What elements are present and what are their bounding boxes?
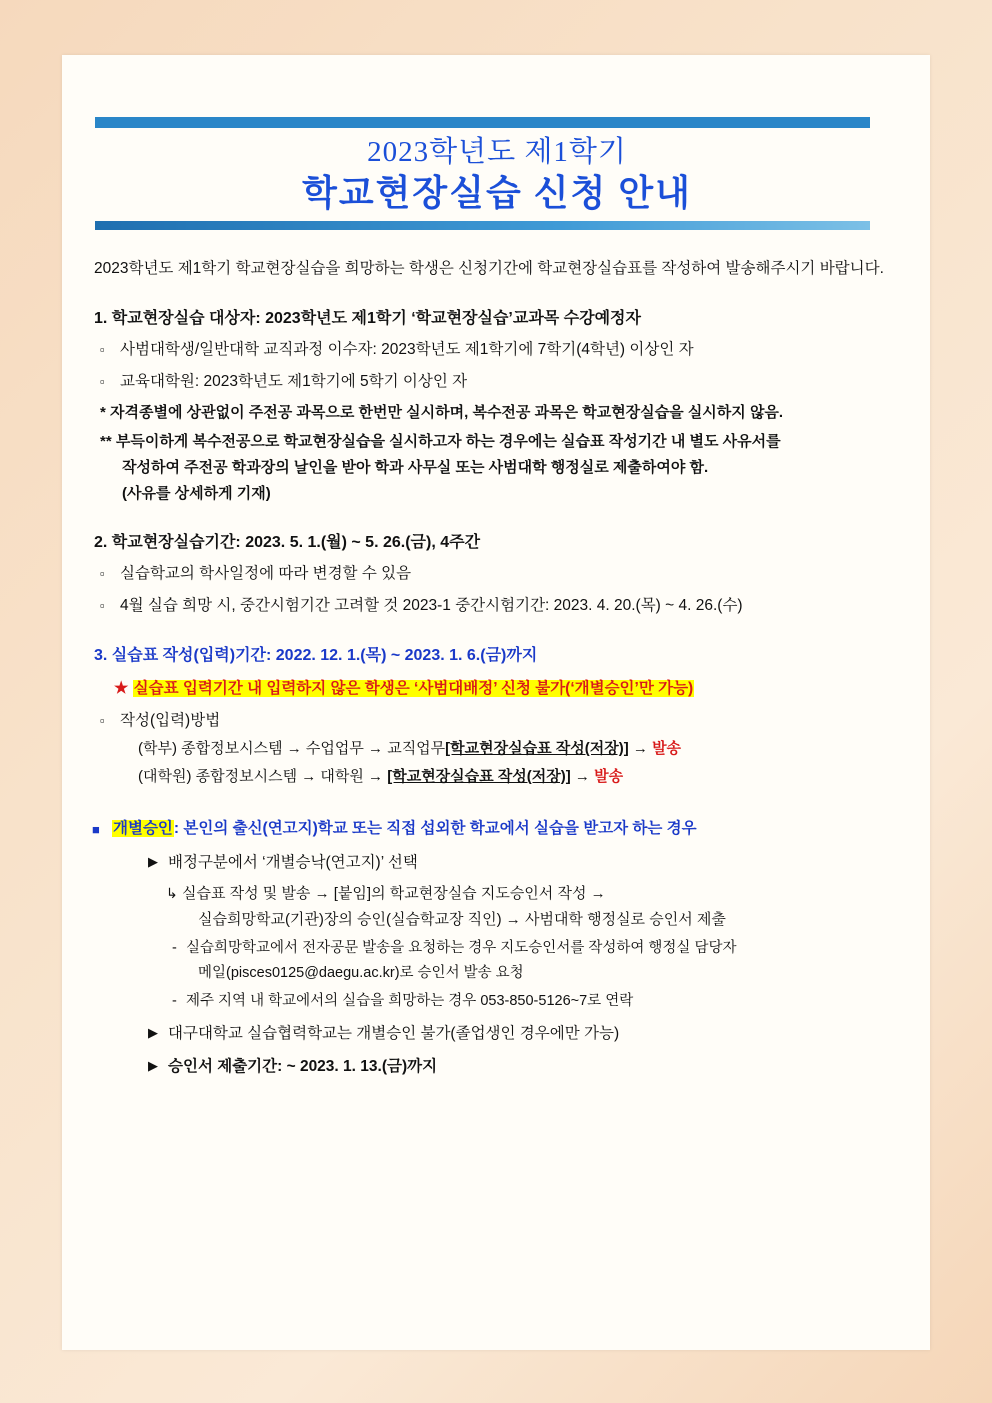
individual-note-2 [112, 989, 902, 1014]
square-bullet-icon: ▫ [100, 373, 105, 389]
section-3-method [92, 708, 902, 735]
individual-approval-heading-rest: : 본인의 출신(연고지)학교 또는 직접 섭외한 학교에서 실습을 받고자 하는 경우 [173, 819, 697, 837]
path-grad-arrow: → [570, 768, 595, 786]
title-line-1: 2023학년도 제1학기 [367, 136, 627, 168]
section-1 [92, 305, 902, 507]
title-top-rule [95, 117, 870, 128]
section-2-heading: 2. 학교현장실습기간: 2023. 5. 1.(월) ~ 5. 26.(금), 4주간 [94, 533, 481, 551]
square-bullet-icon: ▫ [100, 566, 105, 582]
path-grad-send: 발송 [594, 768, 624, 786]
individual-step-3-text: 승인서 제출기간: ~ 2023. 1. 13.(금)까지 [168, 1058, 438, 1076]
section-1-heading: 1. 학교현장실습 대상자: 2023학년도 제1학기 ‘학교현장실습’교과목 수강예정자 [94, 309, 641, 327]
path-undergrad [92, 736, 902, 762]
document-body [92, 256, 902, 1081]
square-bullet-icon: ▫ [100, 712, 105, 728]
star-icon: ★ [114, 680, 129, 698]
square-bullet-icon: ▫ [100, 342, 105, 358]
individual-step-1-detail-text: 실습표 작성 및 발송 → [붙임]의 학교현장실습 지도승인서 작성 → [182, 885, 606, 903]
triangle-bullet-icon: ▶ [148, 853, 158, 869]
title-line-2: 학교현장실습 신청 안내 [302, 173, 692, 214]
path-undergrad-arrow: → [628, 740, 653, 758]
title-bottom-rule [95, 221, 870, 230]
section-2 [92, 529, 902, 620]
section-1-note-3: 작성하여 주전공 학과장의 날인을 받아 학과 사무실 또는 사범대학 행정실로 제출하여야 함. [122, 459, 709, 477]
section-1-item-1-text: 사범대학생/일반대학 교직과정 이수자: 2023학년도 제1학기에 7학기(4학년) 이상인 자 [120, 341, 694, 359]
section-2-item-1 [92, 561, 902, 588]
document-content [92, 117, 902, 1081]
square-bullet-icon: ▫ [100, 597, 105, 613]
individual-note-1-cont: 메일(pisces0125@daegu.ac.kr)로 승인서 발송 요청 [198, 964, 524, 981]
section-1-item-2 [92, 369, 902, 396]
document-page [62, 55, 930, 1350]
individual-approval-heading [112, 816, 902, 843]
section-2-item-2-text: 4월 실습 희망 시, 중간시험기간 고려할 것 2023-1 중간시험기간: 2023. 4. 20.(목) ~ 4. 26.(수) [120, 596, 743, 614]
section-1-note-1: * 자격종별에 상관없이 주전공 과목으로 한번만 실시하며, 복수전공 과목은 학교현장실습을 실시하지 않음. [100, 403, 784, 421]
individual-approval-label: 개별승인 [113, 819, 173, 837]
path-undergrad-send: 발송 [652, 740, 682, 758]
section-1-item-2-text: 교육대학원: 2023학년도 제1학기에 5학기 이상인 자 [120, 372, 468, 390]
individual-step-2 [112, 1021, 902, 1048]
section-1-note-2: ** 부득이하게 복수전공으로 학교현장실습을 실시하고자 하는 경우에는 실습표 작성기간 내 별도 사유서를 [100, 433, 781, 451]
path-grad-link: [학교현장실습표 작성(저장)] [387, 768, 571, 786]
section-3 [92, 642, 902, 790]
section-2-item-1-text: 실습학교의 학사일정에 따라 변경할 수 있음 [120, 565, 412, 583]
path-undergrad-link: [학교현장실습표 작성(저장)] [445, 740, 629, 758]
triangle-bullet-icon: ▶ [148, 1058, 158, 1074]
path-grad [92, 764, 902, 790]
title-block [92, 128, 902, 221]
dash-bullet-icon: - [172, 992, 177, 1009]
individual-approval-section [92, 816, 902, 1081]
individual-step-1-detail-cont: 실습희망학교(기관)장의 승인(실습학교장 직인) → 사범대학 행정실로 승인서 제출 [198, 911, 726, 929]
section-2-item-2 [92, 593, 902, 620]
individual-note-2-text: 제주 지역 내 학교에서의 실습을 희망하는 경우 053-850-5126~7로 연락 [186, 992, 634, 1009]
triangle-bullet-icon: ▶ [148, 1024, 158, 1040]
individual-step-1-detail [112, 881, 902, 907]
path-undergrad-prefix: (학부) 종합정보시스템 → 수업업무 → 교직업무 [138, 740, 446, 758]
individual-step-3 [112, 1054, 902, 1081]
individual-step-1 [112, 850, 902, 877]
section-1-item-1 [92, 337, 902, 364]
section-3-warning-text: 실습표 입력기간 내 입력하지 않은 학생은 ‘사범대배정’ 신청 불가(‘개별승인’만 가능) [133, 680, 694, 698]
filled-square-icon: ■ [92, 821, 100, 837]
individual-note-1-text: 실습희망학교에서 전자공문 발송을 요청하는 경우 지도승인서를 작성하여 행정실 담당자 [186, 939, 737, 956]
section-3-method-label: 작성(입력)방법 [120, 711, 221, 729]
section-3-warning [92, 675, 902, 703]
individual-step-1-text: 배정구분에서 ‘개별승낙(연고지)’ 선택 [168, 853, 418, 871]
individual-note-1 [112, 936, 902, 961]
hook-bullet-icon: ↳ [166, 885, 178, 902]
intro-paragraph: 2023학년도 제1학기 학교현장실습을 희망하는 학생은 신청기간에 학교현장실습표를 작성하여 발송해주시기 바랍니다. [94, 260, 884, 278]
section-3-heading: 3. 실습표 작성(입력)기간: 2022. 12. 1.(목) ~ 2023. 1. 6.(금)까지 [94, 646, 538, 664]
section-1-note-4: (사유를 상세하게 기재) [122, 484, 271, 502]
dash-bullet-icon: - [172, 939, 177, 956]
path-grad-prefix: (대학원) 종합정보시스템 → 대학원 → [138, 768, 384, 786]
individual-step-2-text: 대구대학교 실습협력학교는 개별승인 불가(졸업생인 경우에만 가능) [168, 1024, 620, 1042]
